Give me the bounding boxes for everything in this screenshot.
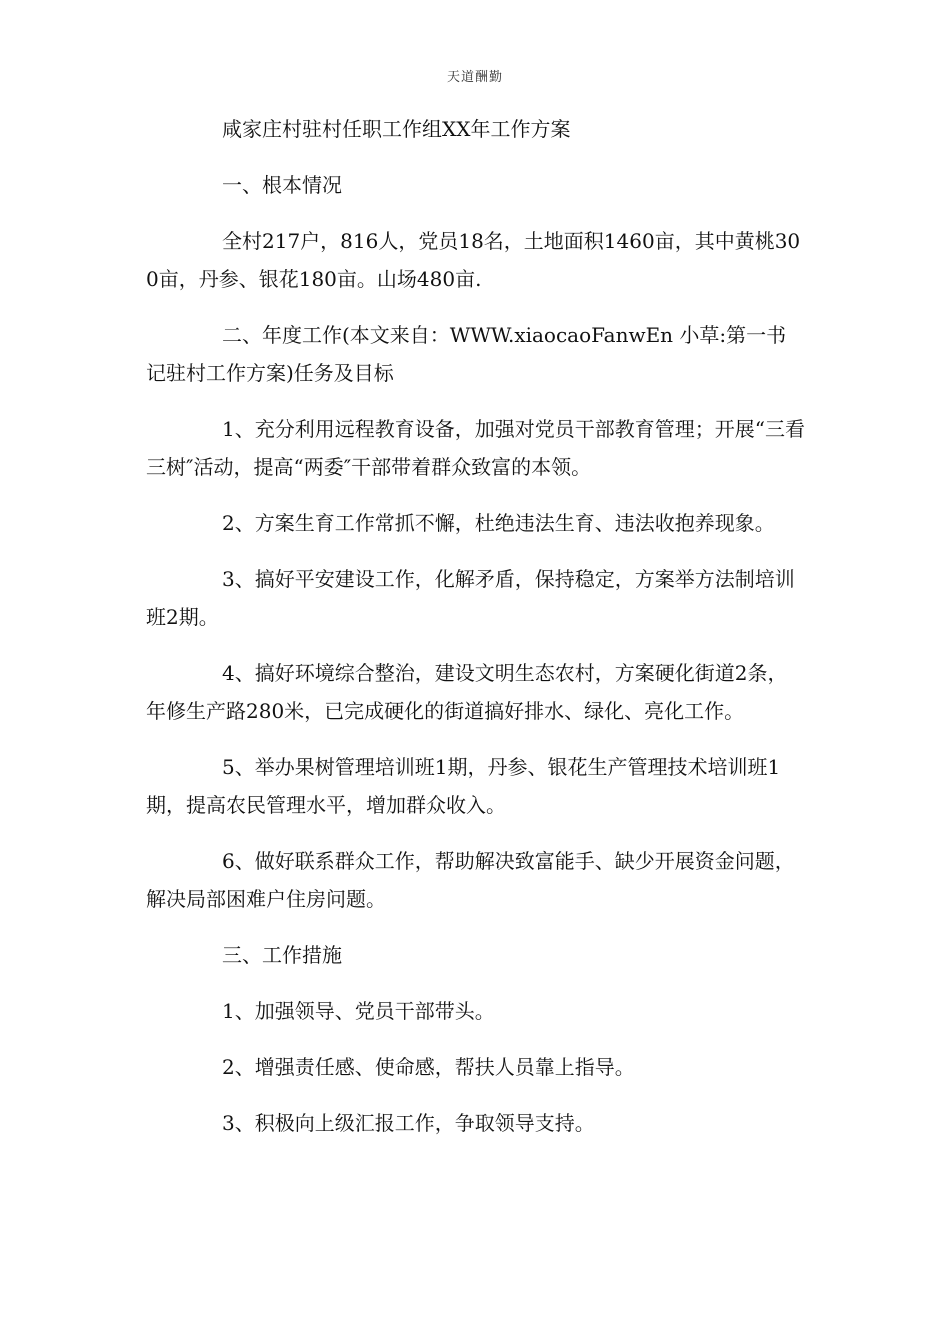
measure-item-2: 2、增强责任感、使命感，帮扶人员靠上指导。 (222, 1055, 635, 1079)
goal-item-6: 6、做好联系群众工作，帮助解决致富能手、缺少开展资金问题，解决局部困难户住房问题。 (146, 849, 795, 911)
document-title: 咸家庄村驻村任职工作组XX年工作方案 (222, 117, 571, 141)
goal-item-5: 5、举办果树管理培训班1期，丹参、银花生产管理技术培训班1期，提高农民管理水平，增加群众收入。 (146, 755, 781, 817)
section-heading-2: 二、年度工作(本文来自：WWW.xiaocaoFanwEn 小草:第一书记驻村工作方案)任务及目标 (146, 323, 787, 385)
section-heading-1: 一、根本情况 (222, 173, 342, 197)
page-header: 天道酬勤 (446, 70, 503, 85)
goal-item-3: 3、搞好平安建设工作，化解矛盾，保持稳定，方案举方法制培训班2期。 (146, 567, 795, 629)
document-body (146, 110, 806, 1142)
measure-item-3: 3、积极向上级汇报工作，争取领导支持。 (222, 1111, 595, 1135)
section-1-body: 全村217户，816人，党员18名，土地面积1460亩，其中黄桃300亩，丹参、银花180亩。山场480亩. (146, 229, 801, 291)
measure-item-1: 1、加强领导、党员干部带头。 (222, 999, 495, 1023)
goal-item-4: 4、搞好环境综合整治，建设文明生态农村，方案硬化街道2条，年修生产路280米，已完成硬化的街道搞好排水、绿化、亮化工作。 (146, 661, 788, 723)
goal-item-2: 2、方案生育工作常抓不懈，杜绝违法生育、违法收抱养现象。 (222, 511, 775, 535)
section-heading-3: 三、工作措施 (222, 943, 342, 967)
goal-item-1: 1、充分利用远程教育设备，加强对党员干部教育管理；开展“三看三树″活动，提高“两委″干部带着群众致富的本领。 (146, 417, 805, 479)
